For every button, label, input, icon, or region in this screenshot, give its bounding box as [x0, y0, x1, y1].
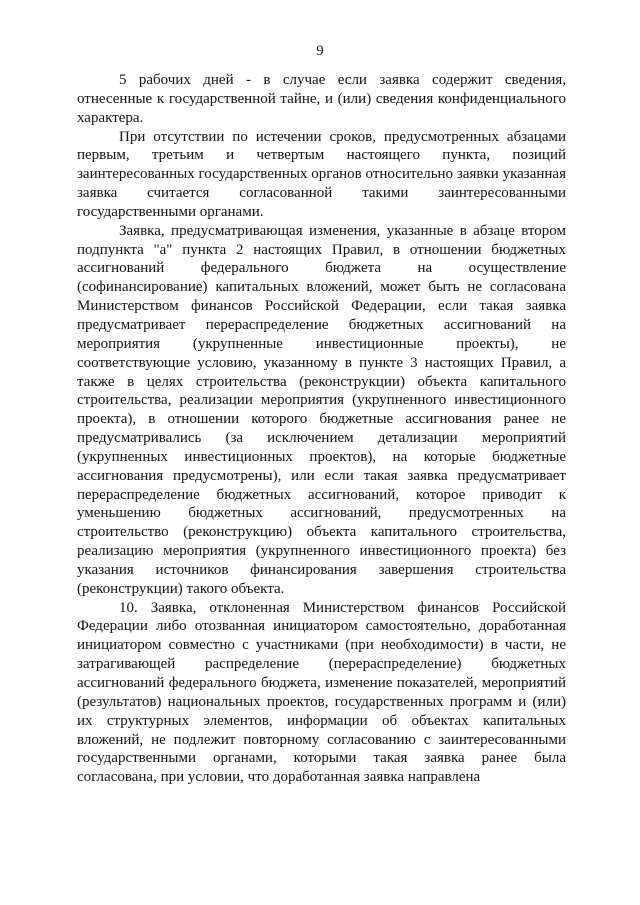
paragraph-3: Заявка, предусматривающая изменения, указанные в абзаце втором подпункта "а" пункта 2 настоящих Правил, в отношении бюджетных ассигнований федерального бюджета на осуществление (софинансирование) капитальных вложений, может быть не согласована Министерством финансов Российской Федерации, если такая заявка предусматривает перераспределение бюджетных ассигнований на мероприятия (укрупненные инвестиционные проекты), не соответствующие условию, указанному в пункте 3 настоящих Правил, а также в целях строительства (реконструкции) объекта капитального строительства, реализации мероприятия (укрупненного инвестиционного проекта), в отношении которого бюджетные ассигнования ранее не предусматривались (за исключением детализации мероприятий (укрупненных инвестиционных проектов), на которые бюджетные ассигнования предусмотрены), или если такая заявка предусматривает перераспределение бюджетных ассигнований, которое приводит к уменьшению бюджетных ассигнований, предусмотренных на строительство (реконструкцию) объекта капитального строительства, реализацию мероприятия (укрупненного инвестиционного проекта) без указания источников финансирования завершения строительства (реконструкции) такого объекта. — [77, 222, 566, 597]
page-number: 9 — [316, 43, 324, 59]
paragraph-1: 5 рабочих дней - в случае если заявка содержит сведения, отнесенные к государственной тайне, и (или) сведения конфиденциального характера. — [77, 72, 566, 126]
paragraph-2: При отсутствии по истечении сроков, предусмотренных абзацами первым, третьим и четвертым настоящего пункта, позиций заинтересованных государственных органов относительно заявки указанная заявка считается согласованной такими заинтересованными государственными органами. — [77, 128, 566, 220]
paragraph-4: 10. Заявка, отклоненная Министерством финансов Российской Федерации либо отозванная инициатором самостоятельно, доработанная инициатором совместно с участниками (при необходимости) в части, не затрагивающей распределение (перераспределение) бюджетных ассигнований федерального бюджета, изменение показателей, мероприятий (результатов) национальных проектов, государственных программ и (или) их структурных элементов, информации об объектах капитальных вложений, не подлежит повторному согласованию с заинтересованными государственными органами, которыми такая заявка ранее была согласована, при условии, что доработанная заявка направлена — [77, 599, 566, 786]
document-body — [77, 71, 566, 787]
